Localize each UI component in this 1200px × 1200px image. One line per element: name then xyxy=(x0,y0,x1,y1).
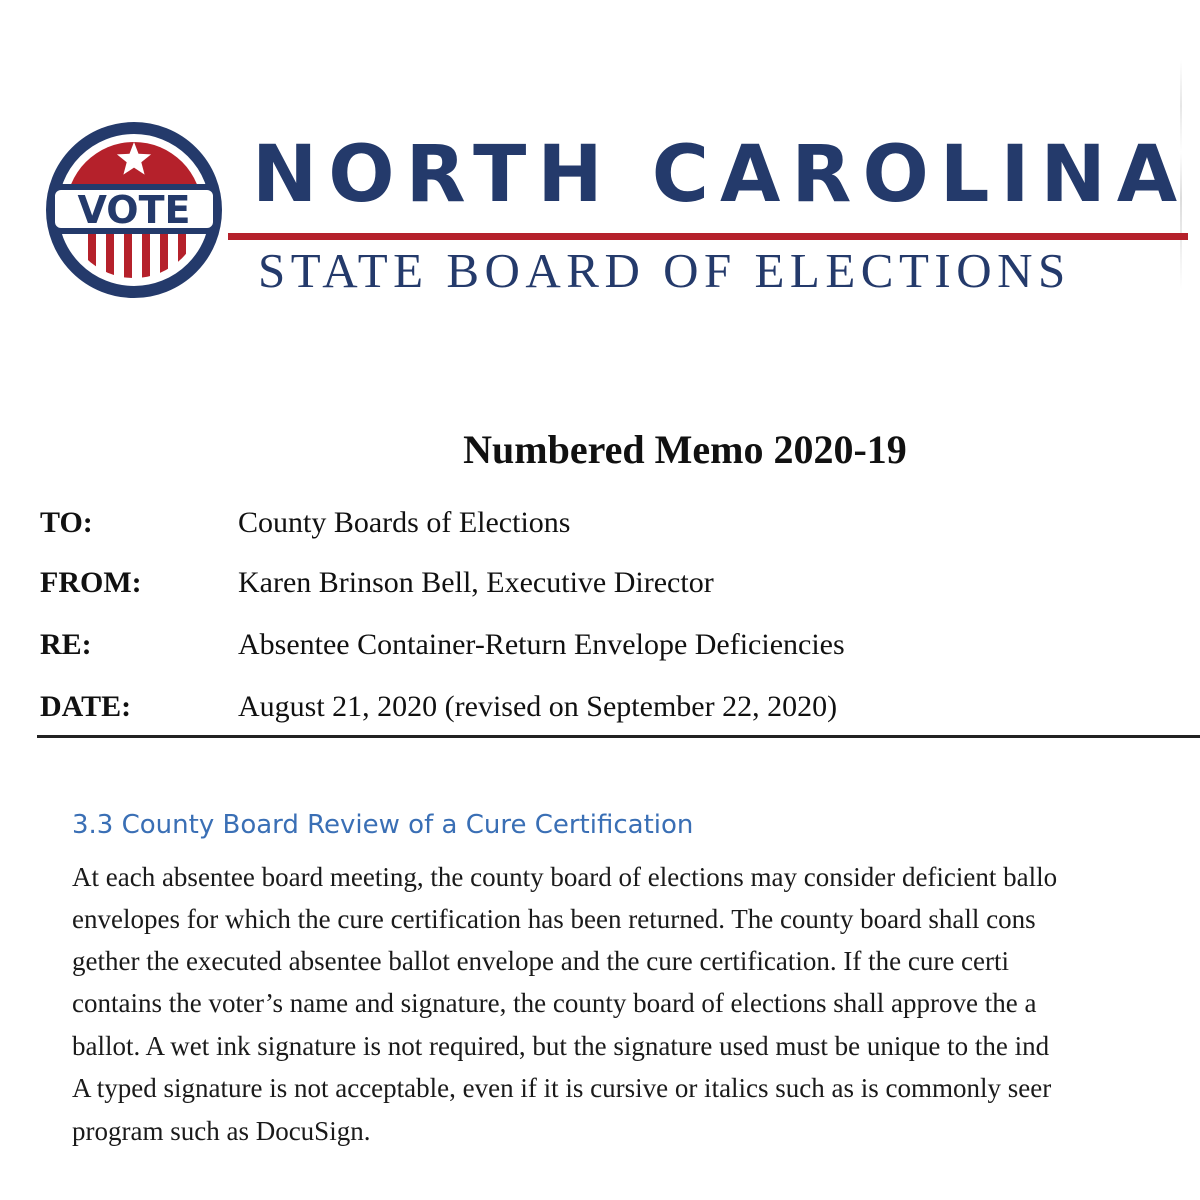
body-line: gether the executed absentee ballot envelope and the cure certification. If the cure certi xyxy=(72,946,1010,976)
org-name: NORTH CAROLINA xyxy=(252,130,1189,220)
memo-to-label: TO: xyxy=(40,506,93,539)
header-divider xyxy=(37,735,1200,738)
body-line: At each absentee board meeting, the county board of elections may consider deficient ballo xyxy=(72,862,1058,892)
body-line: program such as DocuSign. xyxy=(72,1116,371,1146)
section-heading: 3.3 County Board Review of a Cure Certification xyxy=(72,810,694,840)
logo-vote-text: VOTE xyxy=(77,188,191,232)
letterhead-red-rule xyxy=(228,233,1188,240)
body-line: envelopes for which the cure certification has been returned. The county board shall cons xyxy=(72,904,1036,934)
memo-re-label: RE: xyxy=(40,628,92,661)
memo-from-label: FROM: xyxy=(40,566,142,599)
memo-date-label: DATE: xyxy=(40,690,132,723)
memo-date-value: August 21, 2020 (revised on September 22, 2020) xyxy=(238,690,838,723)
memo-from-value: Karen Brinson Bell, Executive Director xyxy=(238,566,714,599)
vote-logo xyxy=(38,115,238,305)
body-line: contains the voter’s name and signature, the county board of elections shall approve the a xyxy=(72,988,1037,1018)
memo-title: Numbered Memo 2020-19 xyxy=(463,427,907,472)
org-subtitle: STATE BOARD OF ELECTIONS xyxy=(258,243,1071,298)
body-line: A typed signature is not acceptable, even if it is cursive or italics such as is commonly seer xyxy=(72,1073,1052,1103)
memo-to-value: County Boards of Elections xyxy=(238,506,571,539)
body-line: ballot. A wet ink signature is not required, but the signature used must be unique to the ind xyxy=(72,1031,1050,1061)
memo-re-value: Absentee Container-Return Envelope Deficiencies xyxy=(238,628,845,661)
